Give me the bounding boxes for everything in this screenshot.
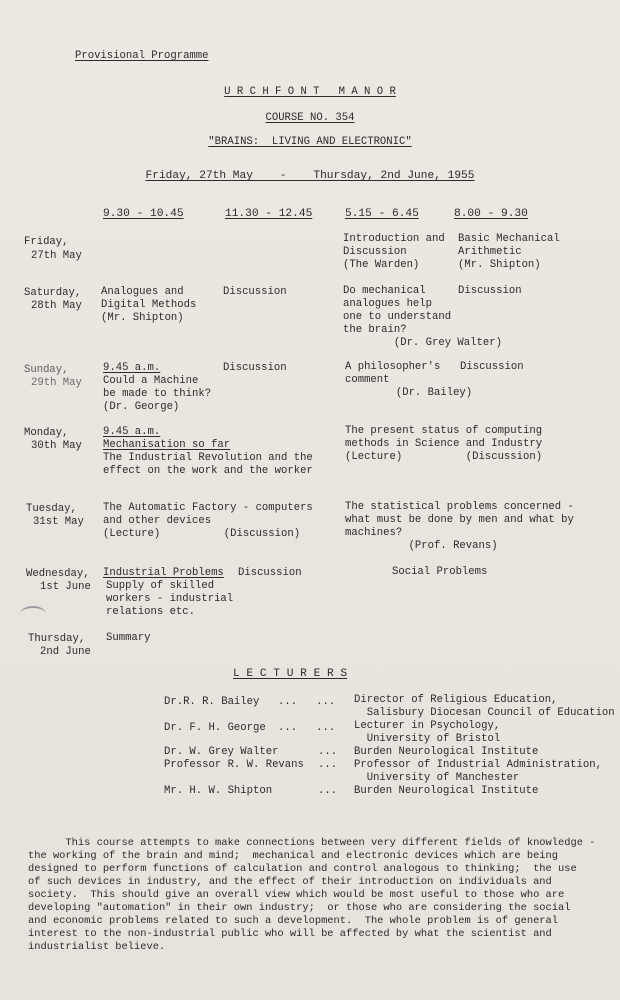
session-line: workers - industrial xyxy=(106,593,234,605)
session-line: (Dr. George) xyxy=(103,401,180,413)
day-name: Monday, xyxy=(24,427,69,439)
session-line: Discussion xyxy=(460,361,524,373)
description-line: designed to perform functions of calculation and control analogous to thinking; the use xyxy=(28,863,577,875)
session-line: and other devices xyxy=(103,515,212,527)
day-date: 27th May xyxy=(31,250,82,262)
time-slot-3: 5.15 - 6.45 xyxy=(345,208,419,220)
session-line: comment xyxy=(345,374,390,386)
course-dates: Friday, 27th May - Thursday, 2nd June, 1955 xyxy=(145,170,475,182)
session-heading: Mechanisation so far xyxy=(103,439,231,451)
session-line: Could a Machine xyxy=(103,375,199,387)
lecturer-role: Salisbury Diocesan Council of Education xyxy=(354,707,615,719)
description-line: society. This should give an overall view which would be most useful to those who are xyxy=(28,889,565,901)
time-slot-1: 9.30 - 10.45 xyxy=(103,208,184,220)
lecturer-role: Director of Religious Education, xyxy=(354,694,558,706)
paper-crease-mark xyxy=(20,606,46,622)
day-date: 2nd June xyxy=(40,646,91,658)
day-name: Friday, xyxy=(24,236,69,248)
description-line: industrialist believe. xyxy=(28,941,166,953)
session-line: (The Warden) xyxy=(343,259,420,271)
session-line: machines? xyxy=(345,527,403,539)
leader-dots: ... ... xyxy=(278,722,336,734)
session-time: 9.45 a.m. xyxy=(103,426,161,438)
description-line: of such devices in industry, and the effect of their introduction on individuals and xyxy=(28,876,552,888)
day-name: Tuesday, xyxy=(26,503,77,515)
day-date: 28th May xyxy=(31,300,82,312)
course-number: COURSE NO. 354 xyxy=(265,112,355,124)
day-name: Sunday, xyxy=(24,364,69,376)
day-name: Wednesday, xyxy=(26,568,90,580)
day-date: 30th May xyxy=(31,440,82,452)
session-line: the brain? xyxy=(343,324,407,336)
session-line: The statistical problems concerned - xyxy=(345,501,574,513)
lecturer-name: Dr. F. H. George xyxy=(164,722,266,734)
session-time: 9.45 a.m. xyxy=(103,362,161,374)
session-line: Discussion xyxy=(458,285,522,297)
venue-title: U R C H F O N T M A N O R xyxy=(224,86,396,98)
description-line: the working of the brain and mind; mechanical and electronic devices which are being xyxy=(28,850,559,862)
session-line: (Dr. Grey Walter) xyxy=(343,337,502,349)
session-line: effect on the work and the worker xyxy=(103,465,313,477)
leader-dots: ... xyxy=(318,759,338,771)
session-line: Discussion xyxy=(238,567,302,579)
day-date: 29th May xyxy=(31,377,82,389)
session-line: Discussion xyxy=(223,362,287,374)
lecturer-role: Professor of Industrial Administration, xyxy=(354,759,602,771)
lecturer-name: Dr. W. Grey Walter xyxy=(164,746,279,758)
lecturer-role: Burden Neurological Institute xyxy=(354,746,539,758)
session-line: (Prof. Revans) xyxy=(345,540,498,552)
course-title: "BRAINS: LIVING AND ELECTRONIC" xyxy=(208,136,412,148)
session-line: (Mr. Shipton) xyxy=(101,312,184,324)
lecturer-role: University of Manchester xyxy=(354,772,520,784)
time-slot-2: 11.30 - 12.45 xyxy=(225,208,313,220)
lecturer-name: Professor R. W. Revans xyxy=(164,759,304,771)
day-date: 1st June xyxy=(40,581,91,593)
session-line: Discussion xyxy=(343,246,407,258)
day-name: Thursday, xyxy=(28,633,86,645)
session-line: relations etc. xyxy=(106,606,196,618)
lecturer-name: Mr. H. W. Shipton xyxy=(164,785,273,797)
time-slot-4: 8.00 - 9.30 xyxy=(454,208,528,220)
session-line: Discussion xyxy=(223,286,287,298)
lecturers-heading: L E C T U R E R S xyxy=(233,668,348,680)
session-line: Supply of skilled xyxy=(106,580,215,592)
session-line: Digital Methods xyxy=(101,299,197,311)
session-line: Analogues and xyxy=(101,286,184,298)
description-line: and economic problems related to such a development. The whole problem is of general xyxy=(28,915,559,927)
session-line: Social Problems xyxy=(392,566,488,578)
session-line: Arithmetic xyxy=(458,246,522,258)
lecturer-role: Lecturer in Psychology, xyxy=(354,720,501,732)
description-line: developing "automation" in their own industry; or those who are considering the social xyxy=(28,902,571,914)
lecturer-name: Dr.R. R. Bailey xyxy=(164,696,260,708)
session-line: Basic Mechanical xyxy=(458,233,560,245)
session-line: The present status of computing xyxy=(345,425,543,437)
session-line: The Industrial Revolution and the xyxy=(103,452,313,464)
lecturer-role: Burden Neurological Institute xyxy=(354,785,539,797)
session-line: what must be done by men and what by xyxy=(345,514,574,526)
session-line: Introduction and xyxy=(343,233,445,245)
session-line: one to understand xyxy=(343,311,452,323)
session-line: Summary xyxy=(106,632,151,644)
session-line: analogues help xyxy=(343,298,433,310)
session-line: methods in Science and Industry xyxy=(345,438,543,450)
leader-dots: ... ... xyxy=(278,696,336,708)
session-line: (Lecture) (Discussion) xyxy=(345,451,543,463)
day-date: 31st May xyxy=(33,516,84,528)
provisional-label: Provisional Programme xyxy=(75,50,209,62)
leader-dots: ... xyxy=(318,746,338,758)
session-line: Do mechanical xyxy=(343,285,426,297)
session-line: (Mr. Shipton) xyxy=(458,259,541,271)
description-line: This course attempts to make connections between very different fields of knowledge - xyxy=(28,837,596,849)
session-line: be made to think? xyxy=(103,388,212,400)
session-line: A philosopher's xyxy=(345,361,441,373)
day-name: Saturday, xyxy=(24,287,82,299)
leader-dots: ... xyxy=(318,785,338,797)
session-line: (Dr. Bailey) xyxy=(345,387,473,399)
lecturer-role: University of Bristol xyxy=(354,733,501,745)
session-line: (Lecture) (Discussion) xyxy=(103,528,301,540)
description-line: interest to the non-industrial public who will be affected by what the scientist and xyxy=(28,928,552,940)
session-heading: Industrial Problems xyxy=(103,567,224,579)
session-line: The Automatic Factory - computers xyxy=(103,502,313,514)
